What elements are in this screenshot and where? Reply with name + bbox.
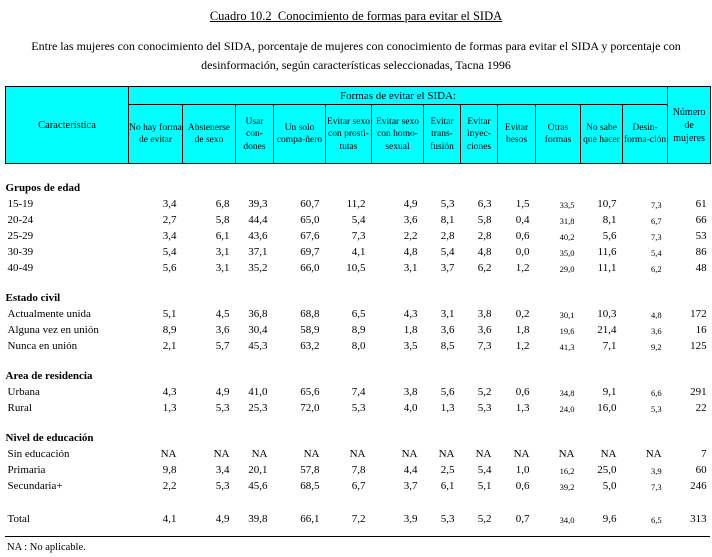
cell: 30,4 [248,323,268,336]
cell: 30,1 [559,309,575,320]
cell: 3,7 [403,479,418,492]
table-row [6,258,711,274]
section-header-row [6,414,711,444]
cell: 5,3 [215,479,230,492]
table-header [6,87,711,164]
cell: 5,2 [477,512,492,525]
cell: 5,3 [351,401,366,414]
cell: 1,2 [515,339,530,352]
cell: 3,1 [440,307,455,320]
cell: 1,8 [403,323,418,336]
row-label: 20-24 [7,213,34,226]
table-row [6,398,711,414]
cell: 9,8 [162,463,177,476]
cell: 2,8 [477,229,492,242]
cell: 31,8 [559,215,575,226]
cell: 5,2 [477,385,492,398]
cell: 25,3 [248,401,268,414]
cell: 5,3 [477,401,492,414]
cell: 16 [695,323,707,336]
cell: 4,1 [162,512,177,525]
cell: 65,0 [300,213,320,226]
cell: 66 [695,213,707,226]
row-label: Sin educación [7,447,70,460]
cell: 0,6 [515,479,530,492]
cell: 10,7 [597,197,617,210]
table-row [6,444,711,460]
statistics-table [5,86,711,525]
cell: 6,7 [351,479,366,492]
cell: NA [475,447,492,460]
table-row [6,210,711,226]
cell: 2,7 [162,213,177,226]
cell: 53 [695,229,707,242]
cell: 6,5 [650,514,662,525]
row-label: 15-19 [7,197,34,210]
cell: 4,9 [215,512,230,525]
cell: 41,3 [559,341,575,352]
cell: 86 [695,245,707,258]
cell: NA [600,447,617,460]
cell: NA [438,447,455,460]
cell: 1,3 [515,401,530,414]
cell: 5,4 [162,245,177,258]
cell: 3,6 [477,323,492,336]
cell: 57,8 [300,463,320,476]
col-header-8: Evitar trans-fusión [424,105,461,164]
cell: 9,1 [602,385,617,398]
cell: 5,6 [602,229,617,242]
section-label: Nivel de educación [5,431,94,444]
cell: 39,3 [248,197,268,210]
cell: 39,8 [248,512,268,525]
cell: 4,1 [351,245,366,258]
cell: 0,6 [515,229,530,242]
cell: 43,6 [248,229,268,242]
cell: 19,6 [559,325,575,336]
cell: 8,5 [440,339,455,352]
cell: NA [349,447,366,460]
cell: NA [251,447,268,460]
cell: NA [401,447,418,460]
row-label: Nunca en unión [7,339,78,352]
cell: 3,4 [162,197,177,210]
cell: 0,6 [515,385,530,398]
cell: 3,1 [215,261,230,274]
cell: 8,1 [440,213,455,226]
cell: 36,8 [248,307,268,320]
cell: 61 [695,197,707,210]
row-label: Secundaria+ [7,479,63,492]
cell: 5,4 [650,247,662,258]
cell: 5,4 [477,463,492,476]
cell: NA [513,447,530,460]
table-row [6,320,711,336]
cell: 44,4 [248,213,268,226]
cell: 3,1 [215,245,230,258]
cell: 33,5 [559,199,575,210]
cell: 246 [690,479,707,492]
table-row [6,194,711,210]
cell: 5,6 [162,261,177,274]
cell: 0,0 [515,245,530,258]
cell: 0,4 [515,213,530,226]
cell: 4,8 [650,309,662,320]
cell: 24,0 [559,403,575,414]
col-header-numero-de-mujeres: Número de mujeres [668,87,711,164]
cell: 16,2 [559,465,575,476]
cell: 3,6 [650,325,662,336]
cell: 3,8 [403,385,418,398]
cell: 6,8 [215,197,230,210]
row-label: 40-49 [7,261,34,274]
cell: 1,3 [440,401,455,414]
cell: 4,3 [403,307,418,320]
row-label: Actualmente unida [7,307,91,320]
section-label: Estado civil [5,291,61,304]
cell: NA [213,447,230,460]
cell: 29,0 [559,263,575,274]
cell: 5,0 [602,479,617,492]
cell: 10,3 [597,307,617,320]
cell: 72,0 [300,401,320,414]
col-header-2: No hay forma de evitar [129,105,183,164]
cell: 1,2 [515,261,530,274]
cell: 66,1 [300,512,320,525]
cell: 5,1 [477,479,492,492]
cell: 3,1 [403,261,418,274]
cell: 313 [690,512,707,525]
cell: 172 [690,307,707,320]
cell: 4,8 [403,245,418,258]
table-row [6,242,711,258]
cell: 1,0 [515,463,530,476]
cell: 125 [690,339,707,352]
table-body [6,164,711,526]
col-header-9: Evitar inyec-ciones [461,105,498,164]
cell: 60 [695,463,707,476]
cell: 69,7 [300,245,320,258]
cell: 2,5 [440,463,455,476]
cell: 7,3 [650,231,662,242]
cell: 34,8 [559,387,575,398]
row-label: Total [7,512,30,525]
table-row [6,460,711,476]
total-row [6,492,711,525]
cell: 6,1 [215,229,230,242]
cell: 291 [690,385,707,398]
cell: 1,5 [515,197,530,210]
cell: 5,3 [650,403,662,414]
cell: 5,7 [215,339,230,352]
cell: 7,3 [351,229,366,242]
table-title: Cuadro 10.2 Conocimiento de formas para evitar el SIDA [209,9,503,23]
cell: 48 [695,261,707,274]
cell: 4,0 [403,401,418,414]
table-row [6,226,711,242]
cell: 22 [695,401,707,414]
cell: 11,1 [597,261,617,274]
cell: 5,4 [351,213,366,226]
cell: 0,2 [515,307,530,320]
cell: 9,6 [602,512,617,525]
cell: 21,4 [597,323,617,336]
cell: 6,3 [477,197,492,210]
col-header-5: Un solo compa-ñero [274,105,326,164]
cell: 5,4 [440,245,455,258]
cell: 6,2 [650,263,662,274]
cell: 2,1 [162,339,177,352]
cell: NA [558,447,575,460]
table-row [6,476,711,492]
cell: 3,7 [440,261,455,274]
cell: 37,1 [248,245,268,258]
cell: 16,0 [597,401,617,414]
col-group-header-formas: Formas de evitar el SIDA: [129,87,668,105]
cell: 45,6 [248,479,268,492]
section-label: Area de residencia [5,369,93,382]
section-header-row [6,274,711,304]
cell: 7,1 [602,339,617,352]
cell: 3,9 [650,465,662,476]
cell: 67,6 [300,229,320,242]
cell: 7,3 [650,481,662,492]
row-label: Primaria [7,463,46,476]
cell: 3,6 [440,323,455,336]
cell: 4,9 [403,197,418,210]
cell: 6,7 [650,215,662,226]
section-label: Grupos de edad [5,181,81,194]
row-label: Rural [7,401,32,414]
cell: 5,8 [477,213,492,226]
cell: 11,6 [597,245,617,258]
col-header-7: Evitar sexo con homo-sexual [372,105,424,164]
table-row [6,382,711,398]
cell: 8,9 [351,323,366,336]
cell: 4,4 [403,463,418,476]
cell: 3,8 [477,307,492,320]
row-label: 25-29 [7,229,34,242]
cell: 66,0 [300,261,320,274]
cell: 34,0 [559,514,575,525]
cell: 6,6 [650,387,662,398]
cell: 1,3 [162,401,177,414]
cell: 5,6 [440,385,455,398]
cell: 5,1 [162,307,177,320]
cell: 45,3 [248,339,268,352]
cell: 0,7 [515,512,530,525]
cell: 60,7 [300,197,320,210]
cell: 58,9 [300,323,320,336]
row-label: 30-39 [7,245,34,258]
cell: 5,8 [215,213,230,226]
cell: 6,1 [440,479,455,492]
col-header-13: Desin-forma-ción [623,105,668,164]
cell: 6,2 [477,261,492,274]
row-label: Alguna vez en unión [7,323,99,336]
cell: 41,0 [248,385,268,398]
cell: 7,8 [351,463,366,476]
cell: 3,4 [162,229,177,242]
cell: 65,6 [300,385,320,398]
row-label: Urbana [7,385,40,398]
cell: 40,2 [559,231,575,242]
cell: 25,0 [597,463,617,476]
cell: 4,9 [215,385,230,398]
cell: 2,8 [440,229,455,242]
section-header-row [6,352,711,382]
cell: NA [160,447,177,460]
cell: NA [303,447,320,460]
table-row [6,304,711,320]
cell: 8,0 [351,339,366,352]
cell: 11,2 [346,197,366,210]
cell: 8,9 [162,323,177,336]
cell: 35,2 [248,261,268,274]
cell: 8,1 [602,213,617,226]
footnote: NA : No aplicable. [7,542,86,554]
cell: 1,8 [515,323,530,336]
cell: 3,6 [215,323,230,336]
cell: 3,5 [403,339,418,352]
col-header-11: Otras formas [536,105,581,164]
cell: 4,3 [162,385,177,398]
cell: 7,4 [351,385,366,398]
cell: 4,5 [215,307,230,320]
cell: 5,3 [440,197,455,210]
cell: 68,8 [300,307,320,320]
cell: 7 [701,447,707,460]
cell: 7,3 [650,199,662,210]
section-header-row [6,164,711,195]
cell: NA [645,447,662,460]
col-header-caracteristica: Característica [6,87,129,164]
cell: 3,9 [403,512,418,525]
table-row [6,336,711,352]
cell: 63,2 [300,339,320,352]
cell: 20,1 [248,463,268,476]
col-header-6: Evitar sexo con prosti-tutas [326,105,372,164]
cell: 9,2 [650,341,662,352]
cell: 2,2 [403,229,418,242]
cell: 3,6 [403,213,418,226]
cell: 5,3 [440,512,455,525]
cell: 4,8 [477,245,492,258]
col-header-4: Usar con-dones [236,105,274,164]
cell: 35,0 [559,247,575,258]
cell: 68,5 [300,479,320,492]
cell: 2,2 [162,479,177,492]
cell: 10,5 [346,261,366,274]
col-header-3: Abstenerse de sexo [183,105,236,164]
table-subtitle: Entre las mujeres con conocimiento del SIDA, porcentaje de mujeres con conocimiento de formas para evitar el SIDA y porcentaje con desinformación, según características seleccionadas, Tacna 1996 [31,39,681,73]
col-header-10: Evitar besos [498,105,536,164]
cell: 6,5 [351,307,366,320]
cell: 7,3 [477,339,492,352]
cell: 7,2 [351,512,366,525]
cell: 39,2 [559,481,575,492]
cell: 3,4 [215,463,230,476]
col-header-12: No sabe que hacer [581,105,623,164]
cell: 5,3 [215,401,230,414]
